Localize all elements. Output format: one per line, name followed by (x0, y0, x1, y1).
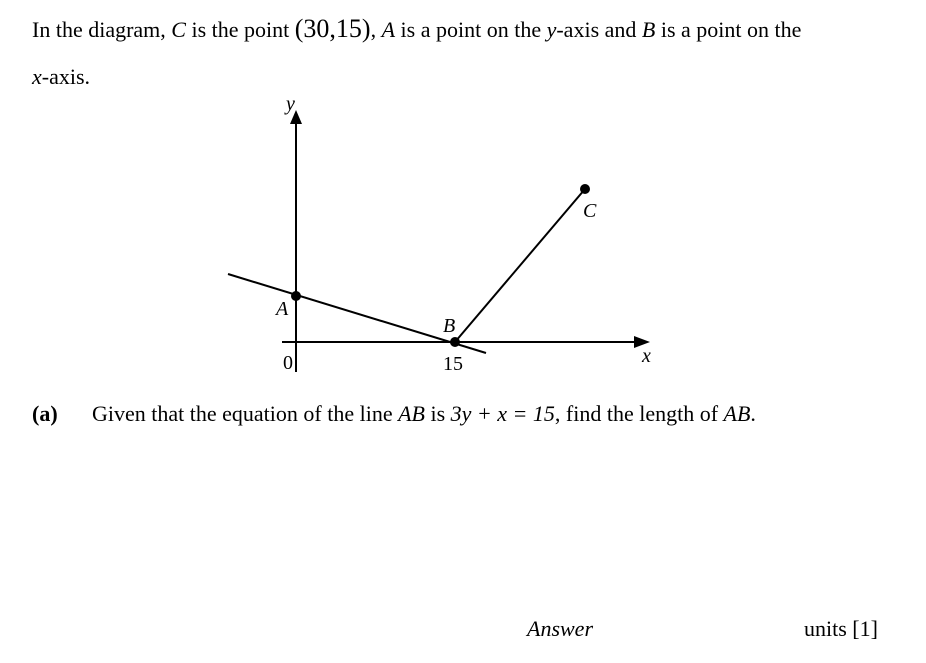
intro-var-y: y (546, 17, 557, 42)
intro-point-coords: (30,15) (294, 14, 371, 43)
point-b-marker (450, 337, 460, 347)
intro-text-2: is the point (185, 17, 295, 42)
intro-point-b: B (641, 17, 656, 42)
part-a-question (92, 403, 756, 425)
intro-point-c: C (171, 17, 186, 42)
part-a-label: (a) (32, 401, 58, 426)
point-c-marker (580, 184, 590, 194)
part-a-text-4: . (750, 401, 756, 426)
point-a-marker (291, 291, 301, 301)
point-c-label: C (583, 200, 597, 222)
answer-units-marks: units [1] (804, 616, 878, 641)
intro-text-1: In the diagram, (32, 17, 172, 42)
part-a-equation: 3y + x = 15 (450, 401, 555, 426)
part-a-ab-1: AB (398, 401, 425, 426)
intro-text-5: -axis and (556, 17, 642, 42)
intro-text-7: -axis. (41, 64, 91, 89)
y-axis-label: y (286, 93, 295, 115)
part-a-text-2: is (424, 401, 451, 426)
origin-label: 0 (283, 352, 293, 374)
part-a-ab-2: AB (723, 401, 751, 426)
intro-text-6: is a point on the (655, 17, 802, 42)
x-tick-label-15: 15 (443, 353, 463, 375)
part-a-text-3: , find the length of (554, 401, 724, 426)
point-a-label: A (276, 298, 289, 320)
intro-point-a: A (381, 17, 396, 42)
x-axis-label: x (642, 345, 651, 367)
intro-text-3: , (370, 17, 382, 42)
intro-var-x: x (32, 64, 42, 89)
line-bc (455, 189, 585, 342)
point-b-label: B (443, 315, 456, 337)
intro-text-4: is a point on the (395, 17, 547, 42)
part-a-text-1: Given that the equation of the line (92, 401, 399, 426)
answer-label: Answer (527, 616, 593, 641)
